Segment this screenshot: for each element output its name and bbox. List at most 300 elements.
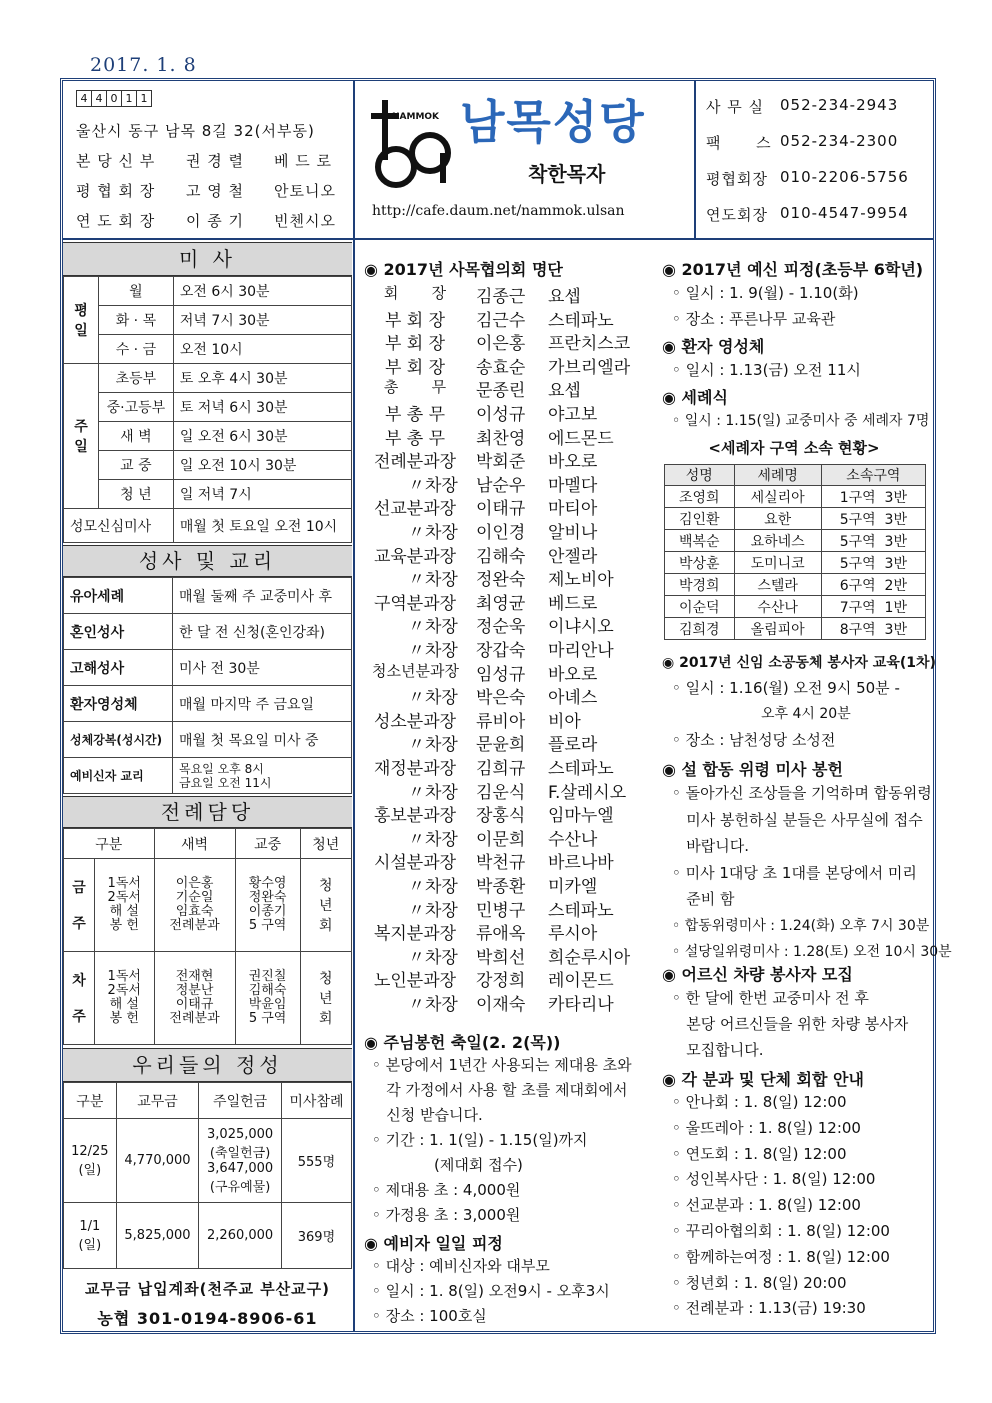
sacrament-row <box>64 650 352 686</box>
council-saint-name: 요셉 <box>548 381 581 402</box>
church-logo-icon <box>368 95 458 195</box>
notice-line: ◦ 일시 : 1.13(금) 오전 11시 <box>672 361 861 379</box>
council-role: 〃차장 <box>408 877 458 897</box>
baptism-name: 백복순 <box>665 530 735 552</box>
council-role: 회 장 <box>383 284 447 302</box>
baptism-table-title: <세례자 구역 소속 현황> <box>708 439 880 457</box>
council-name: 박천규 <box>476 853 526 874</box>
baptism-row <box>665 574 926 596</box>
council-name: 정완숙 <box>476 570 526 591</box>
council-saint-name: 요셉 <box>548 287 581 307</box>
council-saint-name: 수산나 <box>548 829 598 850</box>
weekday-label: 평 일 <box>64 277 99 364</box>
baptism-notice <box>672 408 929 434</box>
council-saint-name: F.살레시오 <box>548 782 627 803</box>
mass-row <box>64 335 352 364</box>
sacrament-name: 고해성사 <box>64 650 173 686</box>
offering-header-row <box>64 1083 352 1119</box>
notice-line: ◦ 일시 : 1.15(일) 교중미사 중 세례자 7명 <box>672 413 930 429</box>
council-role: 교육분과장 <box>373 546 457 567</box>
liturgy-label: 금 주 <box>64 859 95 952</box>
council-name: 강정희 <box>476 971 526 992</box>
offering-sunday: 2,260,000 <box>199 1203 282 1269</box>
driver-notice <box>672 985 908 1063</box>
mass-time: 저녁 7시 30분 <box>173 306 351 335</box>
contact-label: 사 무 실 <box>706 98 765 116</box>
council-saint-name: 아녜스 <box>548 688 598 709</box>
council-saint-name: 마멜다 <box>548 475 598 496</box>
notice-line: ◦ 울뜨레아 : 1. 8(일) 12:00 <box>672 1118 861 1137</box>
council-name: 임성규 <box>476 664 526 685</box>
liturgy-label: 차 주 <box>64 952 95 1045</box>
notice-line: 본당 어르신들을 위한 차량 봉사자 <box>672 1015 909 1033</box>
council-role: 부 총 무 <box>384 405 446 425</box>
council-name: 박종환 <box>476 877 526 897</box>
council-name: 박회준 <box>476 452 526 473</box>
bulletin-date: 2017. 1. 8 <box>90 54 197 76</box>
council-name: 이태규 <box>476 499 526 520</box>
baptism-district: 8구역 3반 <box>821 618 925 640</box>
council-role: 재정분과장 <box>373 759 457 779</box>
council-saint-name: 이냐시오 <box>548 617 614 638</box>
council-name: 최영균 <box>476 593 526 614</box>
notice-line: ◦ 청년회 : 1. 8(일) 20:00 <box>672 1273 847 1292</box>
baptism-header-row <box>665 465 926 486</box>
mass-row <box>64 480 352 509</box>
mass-row <box>64 451 352 480</box>
sacrament-row <box>64 614 352 650</box>
mass-day: 화 · 목 <box>99 306 174 335</box>
council-name: 장홍식 <box>476 806 526 827</box>
baptism-name: 박상훈 <box>665 552 735 574</box>
baptism-saint: 수산나 <box>734 596 821 618</box>
council-saint-name: 알비나 <box>548 523 598 543</box>
council-role: 부 회 장 <box>384 334 446 355</box>
notice-line: 미사 봉헌하실 분들은 사무실에 접수 <box>672 810 923 829</box>
notice-line: ◦ 일시 : 1.16(월) 오전 9시 50분 - <box>672 679 900 697</box>
council-role: 총 무 <box>383 378 447 397</box>
liturgy-dawn: 전재현 정분난 이태규 전례분과 <box>154 952 235 1045</box>
mass-group: 교 중 <box>99 451 174 480</box>
sacrament-row <box>64 686 352 722</box>
sacrament-name: 혼인성사 <box>64 614 173 650</box>
sick-notice <box>672 357 861 383</box>
council-saint-name: 스테파노 <box>548 759 614 779</box>
offering-col-header: 미사참례 <box>281 1083 351 1119</box>
baptism-district: 5구역 3반 <box>821 552 925 574</box>
notice-line: ◦ 한 달에 한번 교중미사 전 후 <box>672 989 869 1007</box>
mass-time: 오전 10시 <box>173 335 351 364</box>
mass-time: 일 오전 10시 30분 <box>173 451 351 480</box>
liturgy-roles: 1독서 2독서 해 설 봉 헌 <box>95 859 155 952</box>
mass-day: 수 · 금 <box>99 335 174 364</box>
sacrament-row <box>64 758 352 794</box>
header-person-name: 고 영 철 <box>186 182 245 200</box>
retreat-heading: ◉ 2017년 예신 피정(초등부 6학년) <box>662 260 924 279</box>
council-saint-name: 미카엘 <box>548 877 598 897</box>
council-role: 부 총 무 <box>384 428 446 449</box>
catechumen-notice <box>372 1254 610 1329</box>
council-saint-name: 임마누엘 <box>548 806 614 827</box>
council-role: 노인분과장 <box>373 971 457 992</box>
meetings-notice <box>672 1090 890 1322</box>
council-role: 성소분과장 <box>373 711 457 732</box>
header-person-name: 이 종 기 <box>186 212 245 230</box>
offering-date: 1/1 (일) <box>64 1203 117 1269</box>
sacrament-name: 유아세례 <box>64 578 173 614</box>
zip-digit: 1 <box>136 90 152 107</box>
notice-line: 오후 4시 20분 <box>672 706 851 722</box>
council-role: 〃차장 <box>408 900 458 921</box>
mass-group: 중·고등부 <box>99 393 174 422</box>
council-role: 〃차장 <box>408 475 458 496</box>
baptism-row <box>665 508 926 530</box>
liturgy-heading: 전례담당 <box>63 796 352 828</box>
council-saint-name: 베드로 <box>548 593 598 614</box>
liturgy-dawn: 이은홍 기순일 임효숙 전례분과 <box>154 859 235 952</box>
sacraments-table <box>63 577 352 794</box>
council-saint-name: 바르나바 <box>548 853 614 874</box>
mass-table <box>63 276 352 543</box>
liturgy-table <box>63 828 352 1045</box>
liturgy-main: 황수영 정완숙 이종기 5 구역 <box>235 859 300 952</box>
bulletin-subtitle: 착한목자 <box>528 162 606 186</box>
mass-group: 새 벽 <box>99 422 174 451</box>
council-name: 문윤희 <box>476 735 526 756</box>
mass-extra-time: 매월 첫 토요일 오전 10시 <box>173 509 351 543</box>
sacrament-schedule: 매월 마지막 주 금요일 <box>173 686 352 722</box>
council-saint-name: 플로라 <box>548 735 598 756</box>
account-number: 농협 301-0194-8906-61 <box>97 1309 318 1328</box>
liturgy-main: 권진칠 김해숙 박윤임 5 구역 <box>235 952 300 1045</box>
notice-line: ◦ 연도회 : 1. 8(일) 12:00 <box>672 1144 847 1163</box>
liturgy-header-row <box>64 829 352 859</box>
baptism-saint: 도미니코 <box>734 552 821 574</box>
header-saint-name: 베 드 로 <box>274 152 333 170</box>
notice-line: ◦ 전례분과 : 1.13(금) 19:30 <box>672 1299 866 1318</box>
council-saint-name: 스테파노 <box>548 310 614 331</box>
offering-table <box>63 1082 352 1269</box>
header-role: 본 당 신 부 <box>76 152 156 170</box>
baptism-name: 이순덕 <box>665 596 735 618</box>
council-name: 김종근 <box>476 287 526 307</box>
council-role: 〃차장 <box>408 523 458 543</box>
council-role: 홍보분과장 <box>373 806 457 827</box>
church-address: 울산시 동구 남목 8길 32(서부동) <box>76 122 315 140</box>
notice-line: ◦ 일시 : 1. 9(월) - 1.10(화) <box>672 284 859 302</box>
liturgy-row <box>64 859 352 952</box>
baptism-district: 7구역 1반 <box>821 596 925 618</box>
council-role: 〃차장 <box>408 735 458 756</box>
baptism-row <box>665 486 926 508</box>
council-name: 송효순 <box>476 357 526 378</box>
mass-heading: 미 사 <box>63 242 352 276</box>
council-name: 김희규 <box>476 759 526 779</box>
sacrament-schedule: 목요일 오후 8시 금요일 오전 11시 <box>173 758 352 794</box>
baptism-district: 6구역 2반 <box>821 574 925 596</box>
column-divider-left <box>353 80 355 1332</box>
council-saint-name: 바오로 <box>548 452 598 473</box>
baptism-name: 김희경 <box>665 618 735 640</box>
sacraments-heading: 성사 및 교리 <box>63 545 352 577</box>
sacrament-schedule: 미사 전 30분 <box>173 650 352 686</box>
offering-dues: 5,825,000 <box>116 1203 199 1269</box>
notice-line: ◦ 기간 : 1. 1(일) - 1.15(일)까지 <box>372 1131 588 1149</box>
council-role: 청소년분과장 <box>372 661 459 680</box>
council-role: 〃차장 <box>408 688 458 709</box>
council-name: 이성규 <box>476 405 526 425</box>
council-role: 〃차장 <box>408 782 458 803</box>
sacrament-row <box>64 722 352 758</box>
baptism-district: 5구역 3반 <box>821 530 925 552</box>
liturgy-row <box>64 952 352 1045</box>
baptism-heading: ◉ 세례식 <box>662 388 728 407</box>
notice-line: ◦ 본당에서 1년간 사용되는 제대용 초와 <box>372 1056 632 1074</box>
notice-line: 각 가정에서 사용 할 초를 제대회에서 <box>372 1081 628 1099</box>
baptism-name: 김인환 <box>665 508 735 530</box>
council-saint-name: 레이몬드 <box>548 971 614 992</box>
offering-attend: 555명 <box>281 1119 351 1203</box>
notice-line: 신청 받습니다. <box>372 1106 483 1124</box>
baptism-col-header: 소속구역 <box>821 465 925 486</box>
sacrament-schedule: 매월 둘째 주 교중미사 후 <box>173 578 352 614</box>
baptism-row <box>665 552 926 574</box>
council-saint-name: 야고보 <box>548 405 598 425</box>
council-saint-name: 가브리엘라 <box>548 357 631 378</box>
notice-line: ◦ 돌아가신 조상들을 기억하며 합동위령 <box>672 784 932 802</box>
contact-number: 052-234-2943 <box>780 96 899 114</box>
offering-row <box>64 1119 352 1203</box>
header-divider <box>62 238 934 240</box>
mass-row <box>64 277 352 306</box>
baptism-col-header: 세례명 <box>734 465 821 486</box>
council-saint-name: 마리안나 <box>548 641 614 661</box>
cafe-link[interactable]: http://cafe.daum.net/nammok.ulsan <box>372 203 625 219</box>
mass-time: 일 저녁 7시 <box>173 480 351 509</box>
zip-digit: 4 <box>76 90 92 107</box>
contact-label: 팩 스 <box>706 134 772 152</box>
council-name: 최찬영 <box>476 428 526 449</box>
contact-label: 연도회장 <box>706 206 768 224</box>
council-role: 〃차장 <box>408 995 458 1015</box>
retreat-notice <box>672 280 859 332</box>
council-name: 김운식 <box>476 782 526 803</box>
offering-row <box>64 1203 352 1269</box>
council-name: 이은홍 <box>476 334 526 355</box>
council-saint-name: 희순루시아 <box>548 947 631 968</box>
council-name: 정순욱 <box>476 617 526 638</box>
liturgy-col-header: 구분 <box>64 829 155 859</box>
council-saint-name: 프란치스코 <box>548 334 631 355</box>
zip-digit: 4 <box>91 90 107 107</box>
mass-group: 청 년 <box>99 480 174 509</box>
council-name: 남순우 <box>476 475 526 496</box>
account-title: 교무금 납입계좌(천주교 부산교구) <box>84 1280 331 1298</box>
offering-col-header: 주일헌금 <box>199 1083 282 1119</box>
council-role: 구역분과장 <box>373 593 457 614</box>
mass-group: 초등부 <box>99 364 174 393</box>
notice-line: ◦ 안나회 : 1. 8(일) 12:00 <box>672 1093 847 1111</box>
driver-heading: ◉ 어르신 차량 봉사자 모집 <box>662 965 853 984</box>
baptism-district: 5구역 3반 <box>821 508 925 530</box>
offering-col-header: 교무금 <box>116 1083 199 1119</box>
candle-heading: ◉ 주님봉헌 축일(2. 2(목)) <box>364 1033 561 1052</box>
notice-line: ◦ 합동위령미사 : 1.24(화) 오후 7시 30분 <box>672 917 930 934</box>
baptism-row <box>665 596 926 618</box>
header-role: 연 도 회 장 <box>76 212 156 230</box>
council-saint-name: 제노비아 <box>548 570 614 591</box>
council-heading: ◉ 2017년 사목협의회 명단 <box>364 260 563 279</box>
header-saint-name: 빈첸시오 <box>274 212 336 230</box>
liturgy-col-header: 새벽 <box>154 829 235 859</box>
notice-line: 모집합니다. <box>672 1041 764 1059</box>
council-name: 박은숙 <box>476 688 526 709</box>
sacrament-name: 성체강복(성시간) <box>64 722 173 758</box>
baptism-saint: 올림피아 <box>734 618 821 640</box>
baptism-district: 1구역 3반 <box>821 486 925 508</box>
notice-line: ◦ 장소 : 100호실 <box>372 1307 487 1325</box>
zip-code <box>76 90 151 107</box>
meetings-heading: ◉ 각 분과 및 단체 회합 안내 <box>662 1070 864 1089</box>
baptism-row <box>665 530 926 552</box>
notice-line: (제대회 접수) <box>372 1156 523 1174</box>
council-role: 〃차장 <box>408 829 458 850</box>
notice-line: ◦ 설당일위령미사 : 1.28(토) 오전 10시 30분 <box>672 944 952 960</box>
sacrament-row <box>64 578 352 614</box>
mass-time: 오전 6시 30분 <box>173 277 351 306</box>
council-role: 복지분과장 <box>373 924 457 945</box>
offering-sunday: 3,025,000 (축일헌금) 3,647,000 (구유예물) <box>199 1119 282 1203</box>
notice-line: ◦ 함께하는여정 : 1. 8(일) 12:00 <box>672 1247 890 1266</box>
council-role: 부 회 장 <box>384 357 446 378</box>
contact-number: 010-2206-5756 <box>780 168 909 186</box>
offering-col-header: 구분 <box>64 1083 117 1119</box>
sick-heading: ◉ 환자 영성체 <box>662 337 765 356</box>
notice-line: ◦ 가정용 초 : 3,000원 <box>372 1206 521 1224</box>
baptism-saint: 세실리아 <box>734 486 821 508</box>
mass-row <box>64 393 352 422</box>
council-saint-name: 안젤라 <box>548 546 598 567</box>
church-name: 남목성당 <box>460 95 646 149</box>
sacrament-schedule: 한 달 전 신청(혼인강좌) <box>173 614 352 650</box>
mass-row <box>64 422 352 451</box>
baptism-saint: 스텔라 <box>734 574 821 596</box>
catechumen-heading: ◉ 예비자 일일 피정 <box>364 1234 503 1253</box>
memorial-notice <box>672 780 952 966</box>
council-name: 이문희 <box>476 829 526 850</box>
council-name: 장갑숙 <box>476 641 526 661</box>
notice-line: ◦ 일시 : 1. 8(일) 오전9시 - 오후3시 <box>372 1282 610 1300</box>
notice-line: ◦ 대상 : 예비신자와 대부모 <box>372 1257 550 1275</box>
council-role: 부 회 장 <box>384 310 446 331</box>
liturgy-col-header: 청년 <box>300 829 351 859</box>
council-saint-name: 바오로 <box>548 664 598 685</box>
contact-number: 010-4547-9954 <box>780 204 909 222</box>
council-name: 문종린 <box>476 381 526 402</box>
notice-line: ◦ 장소 : 남천성당 소성전 <box>672 731 836 749</box>
contact-number: 052-234-2300 <box>780 132 899 150</box>
sacrament-name: 예비신자 교리 <box>64 758 173 794</box>
baptism-saint: 요하네스 <box>734 530 821 552</box>
header-saint-name: 안토니오 <box>274 182 336 200</box>
offering-heading: 우리들의 정성 <box>63 1048 352 1082</box>
sacrament-schedule: 매월 첫 목요일 미사 중 <box>173 722 352 758</box>
notice-line: 준비 함 <box>672 890 735 908</box>
mass-time: 토 저녁 6시 30분 <box>173 393 351 422</box>
notice-line: ◦ 미사 1대당 초 1대를 본당에서 미리 <box>672 863 917 882</box>
candle-notice <box>372 1053 632 1228</box>
zip-digit: 1 <box>121 90 137 107</box>
baptism-table <box>664 464 926 640</box>
header-role: 평 협 회 장 <box>76 182 156 200</box>
notice-line: 바랍니다. <box>672 837 750 855</box>
council-name: 류애옥 <box>476 924 526 945</box>
baptism-col-header: 성명 <box>665 465 735 486</box>
baptism-name: 박경희 <box>665 574 735 596</box>
sunday-label: 주 일 <box>64 364 99 509</box>
offering-attend: 369명 <box>281 1203 351 1269</box>
notice-line: ◦ 선교분과 : 1. 8(일) 12:00 <box>672 1196 861 1215</box>
header-divider-right <box>694 80 696 240</box>
memorial-heading: ◉ 설 합동 위령 미사 봉헌 <box>662 760 843 779</box>
baptism-saint: 요한 <box>734 508 821 530</box>
council-name: 이인경 <box>476 523 526 543</box>
baptism-name: 조영희 <box>665 486 735 508</box>
liturgy-youth: 청 년 회 <box>300 859 351 952</box>
council-role: 시설분과장 <box>373 853 457 874</box>
offering-dues: 4,770,000 <box>116 1119 199 1203</box>
liturgy-roles: 1독서 2독서 해 설 봉 헌 <box>95 952 155 1045</box>
council-role: 〃차장 <box>408 570 458 591</box>
council-role: 〃차장 <box>408 947 458 968</box>
council-name: 김해숙 <box>476 546 526 567</box>
contact-label: 평협회장 <box>706 170 768 188</box>
council-saint-name: 스테파노 <box>548 900 614 921</box>
mass-time: 토 오후 4시 30분 <box>173 364 351 393</box>
notice-line: ◦ 장소 : 푸른나무 교육관 <box>672 310 836 328</box>
mass-row <box>64 306 352 335</box>
council-saint-name: 루시아 <box>548 924 598 945</box>
council-saint-name: 카타리나 <box>548 995 614 1015</box>
council-name: 김근수 <box>476 310 526 331</box>
training-heading: ◉ 2017년 신임 소공동체 봉사자 교육(1차) <box>662 655 936 671</box>
header-person-name: 권 경 렬 <box>186 152 245 170</box>
council-role: 〃차장 <box>408 617 458 638</box>
baptism-row <box>665 618 926 640</box>
council-role: 전례분과장 <box>373 452 457 473</box>
sacrament-name: 환자영성체 <box>64 686 173 722</box>
notice-line: ◦ 성인복사단 : 1. 8(일) 12:00 <box>672 1170 876 1189</box>
offering-date: 12/25 (일) <box>64 1119 117 1203</box>
notice-line: ◦ 제대용 초 : 4,000원 <box>372 1181 521 1199</box>
mass-row <box>64 364 352 393</box>
council-name: 류비아 <box>476 711 526 732</box>
council-saint-name: 마티아 <box>548 499 598 520</box>
logo-text: NAMMOK <box>392 112 440 122</box>
council-saint-name: 에드몬드 <box>548 428 614 449</box>
training-notice <box>672 675 900 753</box>
council-name: 이재숙 <box>476 995 526 1015</box>
council-saint-name: 비아 <box>548 711 581 732</box>
council-name: 박희선 <box>476 947 526 968</box>
mass-extra-label: 성모신심미사 <box>64 509 174 543</box>
liturgy-col-header: 교중 <box>235 829 300 859</box>
council-role: 〃차장 <box>408 641 458 661</box>
mass-day: 월 <box>99 277 174 306</box>
notice-line: ◦ 꾸리아협의회 : 1. 8(일) 12:00 <box>672 1221 890 1240</box>
mass-time: 일 오전 6시 30분 <box>173 422 351 451</box>
liturgy-youth: 청 년 회 <box>300 952 351 1045</box>
